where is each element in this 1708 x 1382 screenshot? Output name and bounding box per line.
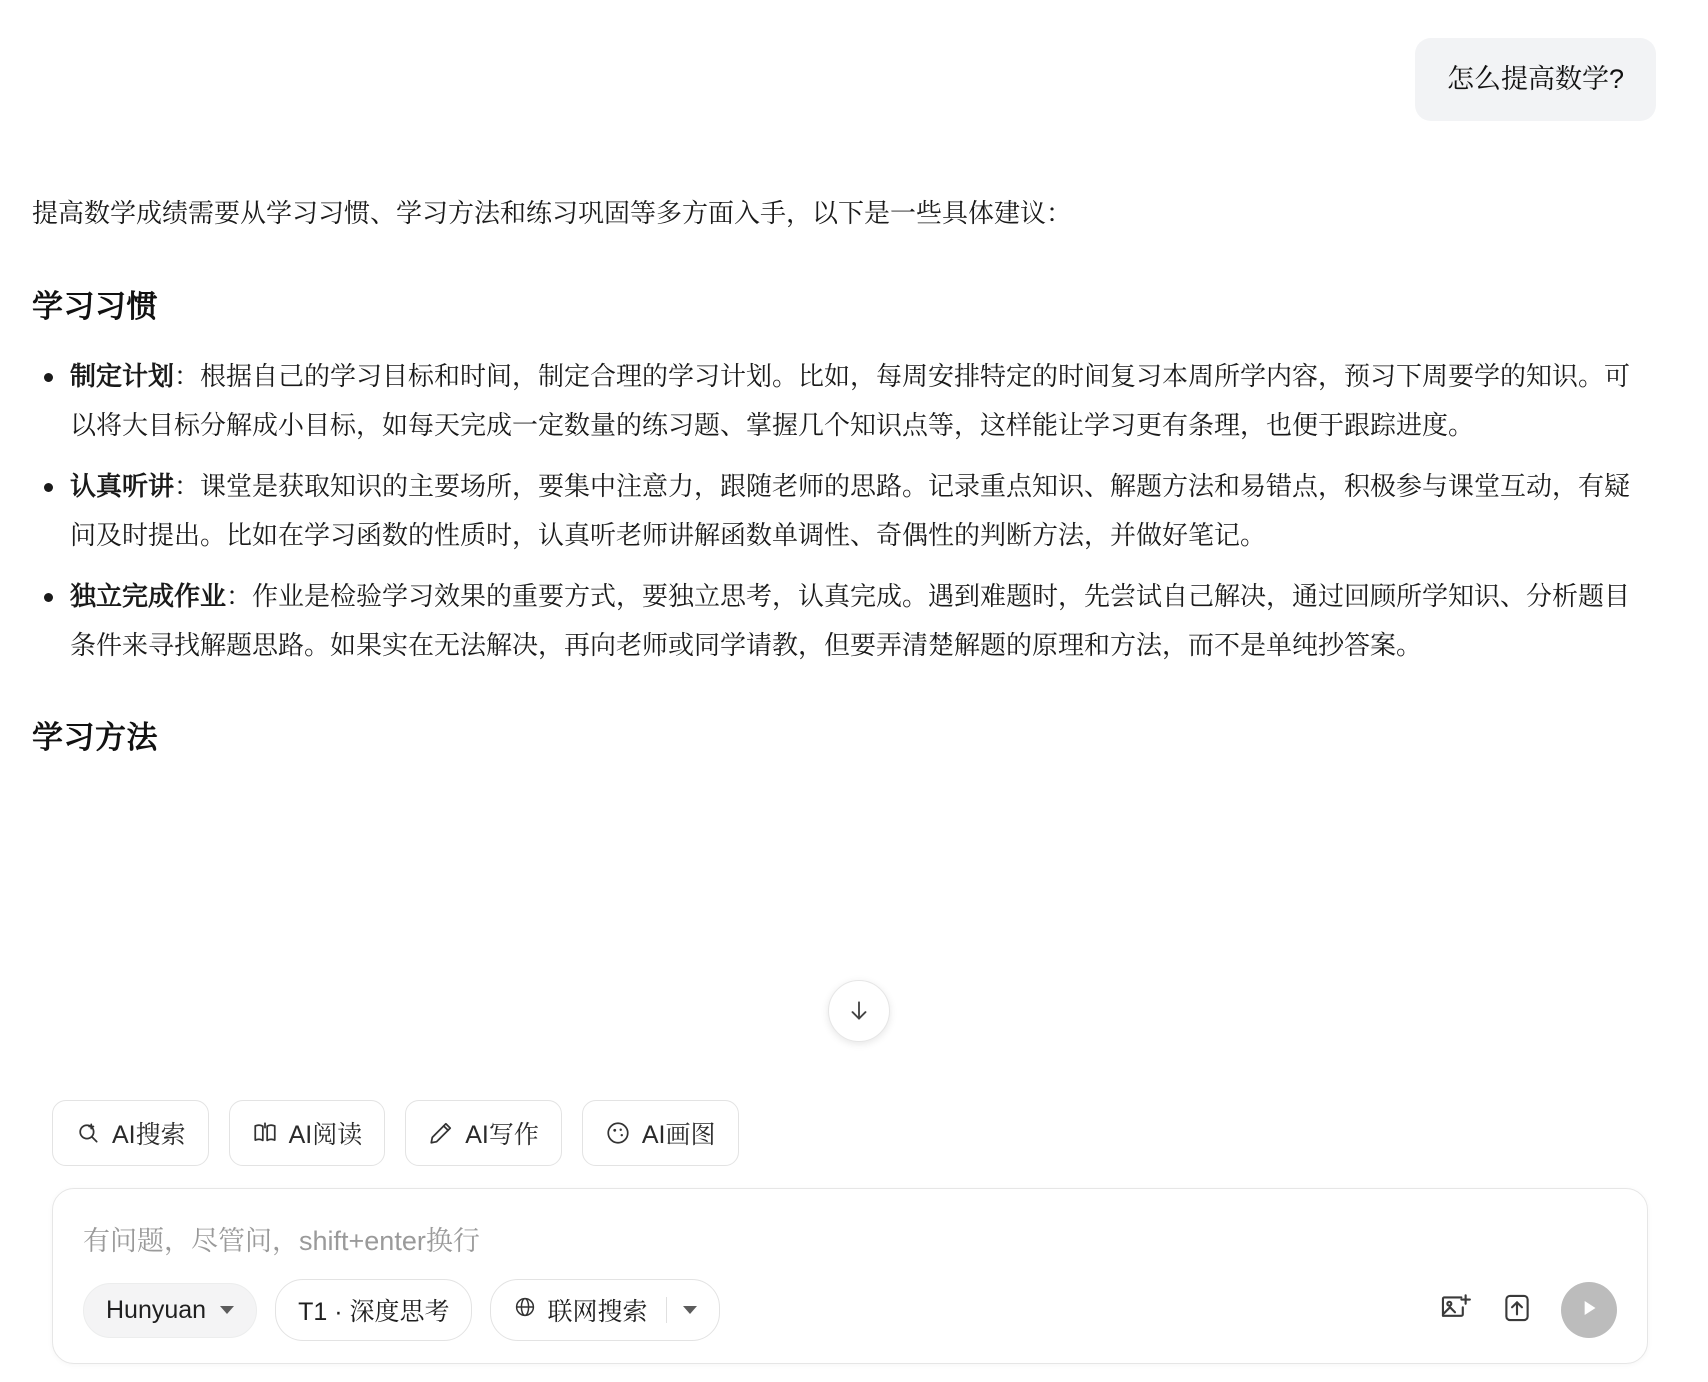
assistant-answer [0, 193, 1708, 757]
model-selector-label: Hunyuan [106, 1295, 207, 1324]
web-search-label: 联网搜索 [547, 1298, 648, 1326]
message-input-placeholder[interactable]: 有问题，尽管问，shift+enter换行 [83, 1226, 480, 1256]
scroll-to-bottom-button[interactable] [828, 980, 890, 1042]
quick-action-label: AI阅读 [288, 1121, 363, 1149]
chevron-down-icon [683, 1306, 697, 1314]
user-message-bubble: 怎么提高数学? [1415, 38, 1656, 121]
list-item-term: 独立完成作业 [70, 580, 227, 611]
composer-toolbar [83, 1279, 1617, 1341]
quick-action-ai-read[interactable] [229, 1100, 386, 1166]
web-search-toggle[interactable] [490, 1279, 719, 1341]
quick-action-ai-write[interactable] [405, 1100, 562, 1166]
globe-icon [513, 1295, 537, 1326]
pen-icon [428, 1120, 454, 1146]
send-icon [1576, 1295, 1602, 1326]
search-sparkle-icon [75, 1120, 101, 1146]
list-item-term: 制定计划 [70, 361, 175, 392]
quick-action-label: AI搜索 [112, 1121, 186, 1149]
attach-image-button[interactable] [1429, 1284, 1481, 1336]
study-habits-list [32, 352, 1648, 669]
quick-action-chips [52, 1100, 1648, 1166]
upload-file-button[interactable] [1491, 1284, 1543, 1336]
arrow-down-icon [846, 998, 872, 1024]
list-item-text: ：作业是检验学习效果的重要方式，要独立思考，认真完成。遇到难题时，先尝试自己解决，通过回顾所学知识、分析题目条件来寻找解题思路。如果实在无法解决，再向老师或同学请教，但要弄清楚解题的原理和方法，而不是单纯抄答案。 [70, 580, 1631, 660]
section-heading-study-methods: 学习方法 [32, 719, 158, 755]
chevron-down-icon [220, 1306, 234, 1314]
book-icon [252, 1120, 278, 1146]
upload-icon [1500, 1291, 1534, 1330]
quick-action-label: AI写作 [465, 1121, 539, 1149]
list-item [32, 572, 1648, 670]
quick-action-ai-search[interactable] [52, 1100, 209, 1166]
composer-area [0, 1100, 1708, 1382]
user-message-row [0, 0, 1708, 121]
divider [666, 1297, 667, 1323]
list-item [32, 352, 1648, 450]
quick-action-ai-draw[interactable] [582, 1100, 739, 1166]
list-item-term: 认真听讲 [70, 471, 175, 502]
quick-action-label: AI画图 [641, 1121, 716, 1149]
list-item [32, 462, 1648, 560]
palette-icon [605, 1120, 631, 1146]
image-add-icon [1438, 1291, 1472, 1330]
list-item-text: ：根据自己的学习目标和时间，制定合理的学习计划。比如，每周安排特定的时间复习本周所学内容，预习下周要学的知识。可以将大目标分解成小目标，如每天完成一定数量的练习题、掌握几个知识点等，这样能让学习更有条理，也便于跟踪进度。 [70, 361, 1631, 441]
thinking-mode-label: T1 · 深度思考 [298, 1298, 450, 1326]
answer-intro: 提高数学成绩需要从学习习惯、学习方法和练习巩固等多方面入手，以下是一些具体建议： [32, 198, 1073, 229]
section-heading-study-habits: 学习习惯 [32, 289, 158, 325]
model-selector[interactable] [83, 1283, 257, 1338]
thinking-mode-toggle[interactable] [275, 1279, 472, 1341]
message-composer[interactable] [52, 1188, 1648, 1364]
send-button[interactable] [1561, 1282, 1617, 1338]
list-item-text: ：课堂是获取知识的主要场所，要集中注意力，跟随老师的思路。记录重点知识、解题方法和易错点，积极参与课堂互动，有疑问及时提出。比如在学习函数的性质时，认真听老师讲解函数单调性、奇偶性的判断方法，并做好笔记。 [70, 471, 1631, 551]
